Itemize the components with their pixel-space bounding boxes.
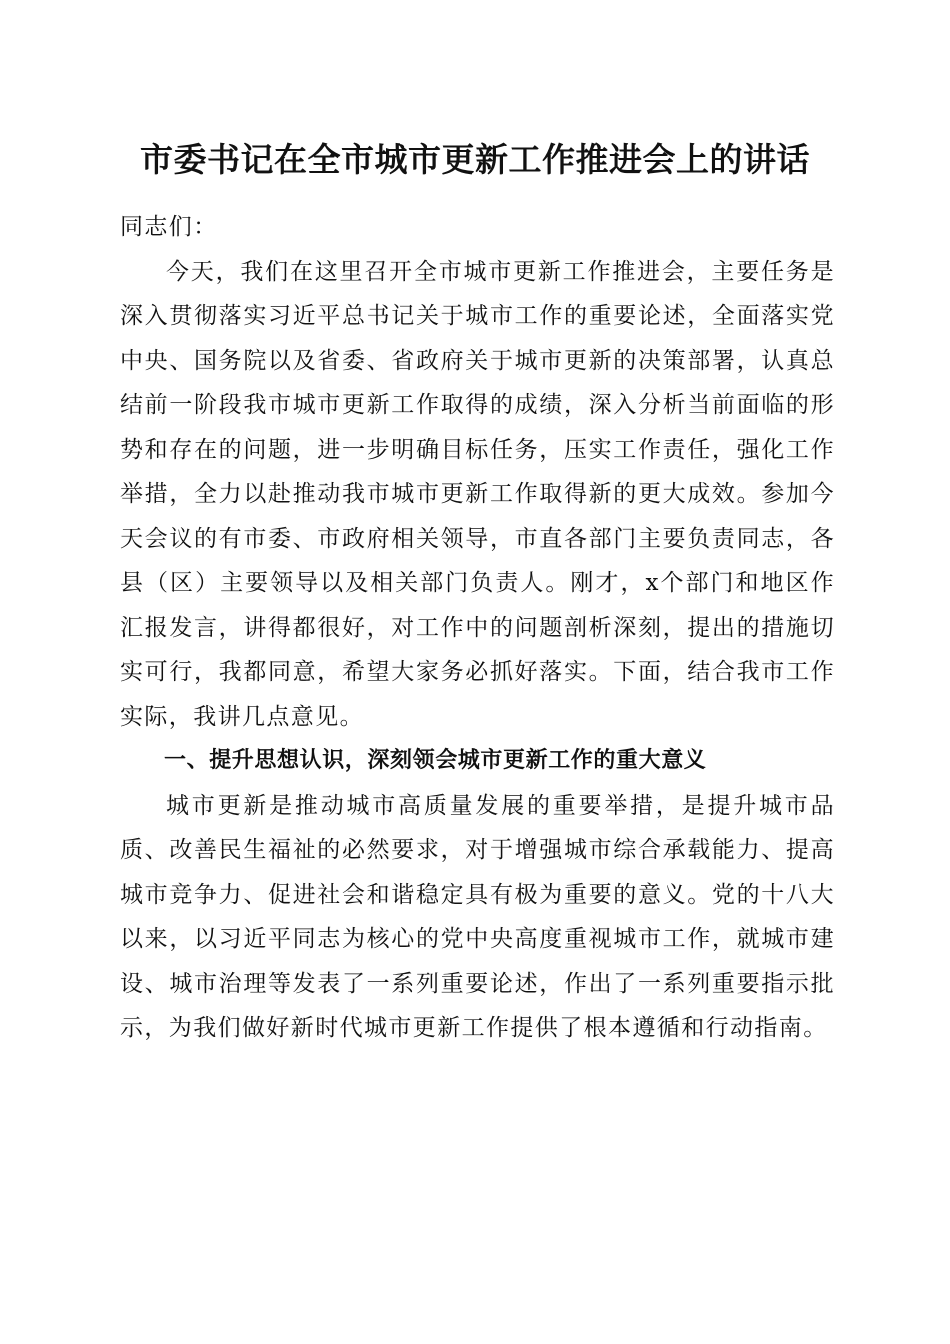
salutation: 同志们：	[120, 214, 218, 240]
intro-paragraph: 今天，我们在这里召开全市城市更新工作推进会，主要任务是深入贯彻落实习近平总书记关于城市工作的重要论述，全面落实党中央、国务院以及省委、省政府关于城市更新的决策部署，认真总结前一阶段我市城市更新工作取得的成绩，深入分析当前面临的形势和存在的问题，进一步明确目标任务，压实工作责任，强化工作举措，全力以赴推动我市城市更新工作取得新的更大成效。参加今天会议的有市委、市政府相关领导，市直各部门主要负责同志，各县（区）主要领导以及相关部门负责人。刚才，x个部门和地区作汇报发言，讲得都很好，对工作中的问题剖析深刻，提出的措施切实可行，我都同意，希望大家务必抓好落实。下面，结合我市工作实际，我讲几点意见。	[120, 258, 835, 730]
section-heading: 一、提升思想认识，深刻领会城市更新工作的重大意义	[164, 748, 707, 773]
document-body	[120, 205, 835, 1051]
section-paragraph: 城市更新是推动城市高质量发展的重要举措，是提升城市品质、改善民生福祉的必然要求，对于增强城市综合承载能力、提高城市竞争力、促进社会和谐稳定具有极为重要的意义。党的十八大以来，以习近平同志为核心的党中央高度重视城市工作，就城市建设、城市治理等发表了一系列重要论述，作出了一系列重要指示批示，为我们做好新时代城市更新工作提供了根本遵循和行动指南。	[120, 792, 835, 1041]
document-title: 市委书记在全市城市更新工作推进会上的讲话	[140, 140, 810, 179]
